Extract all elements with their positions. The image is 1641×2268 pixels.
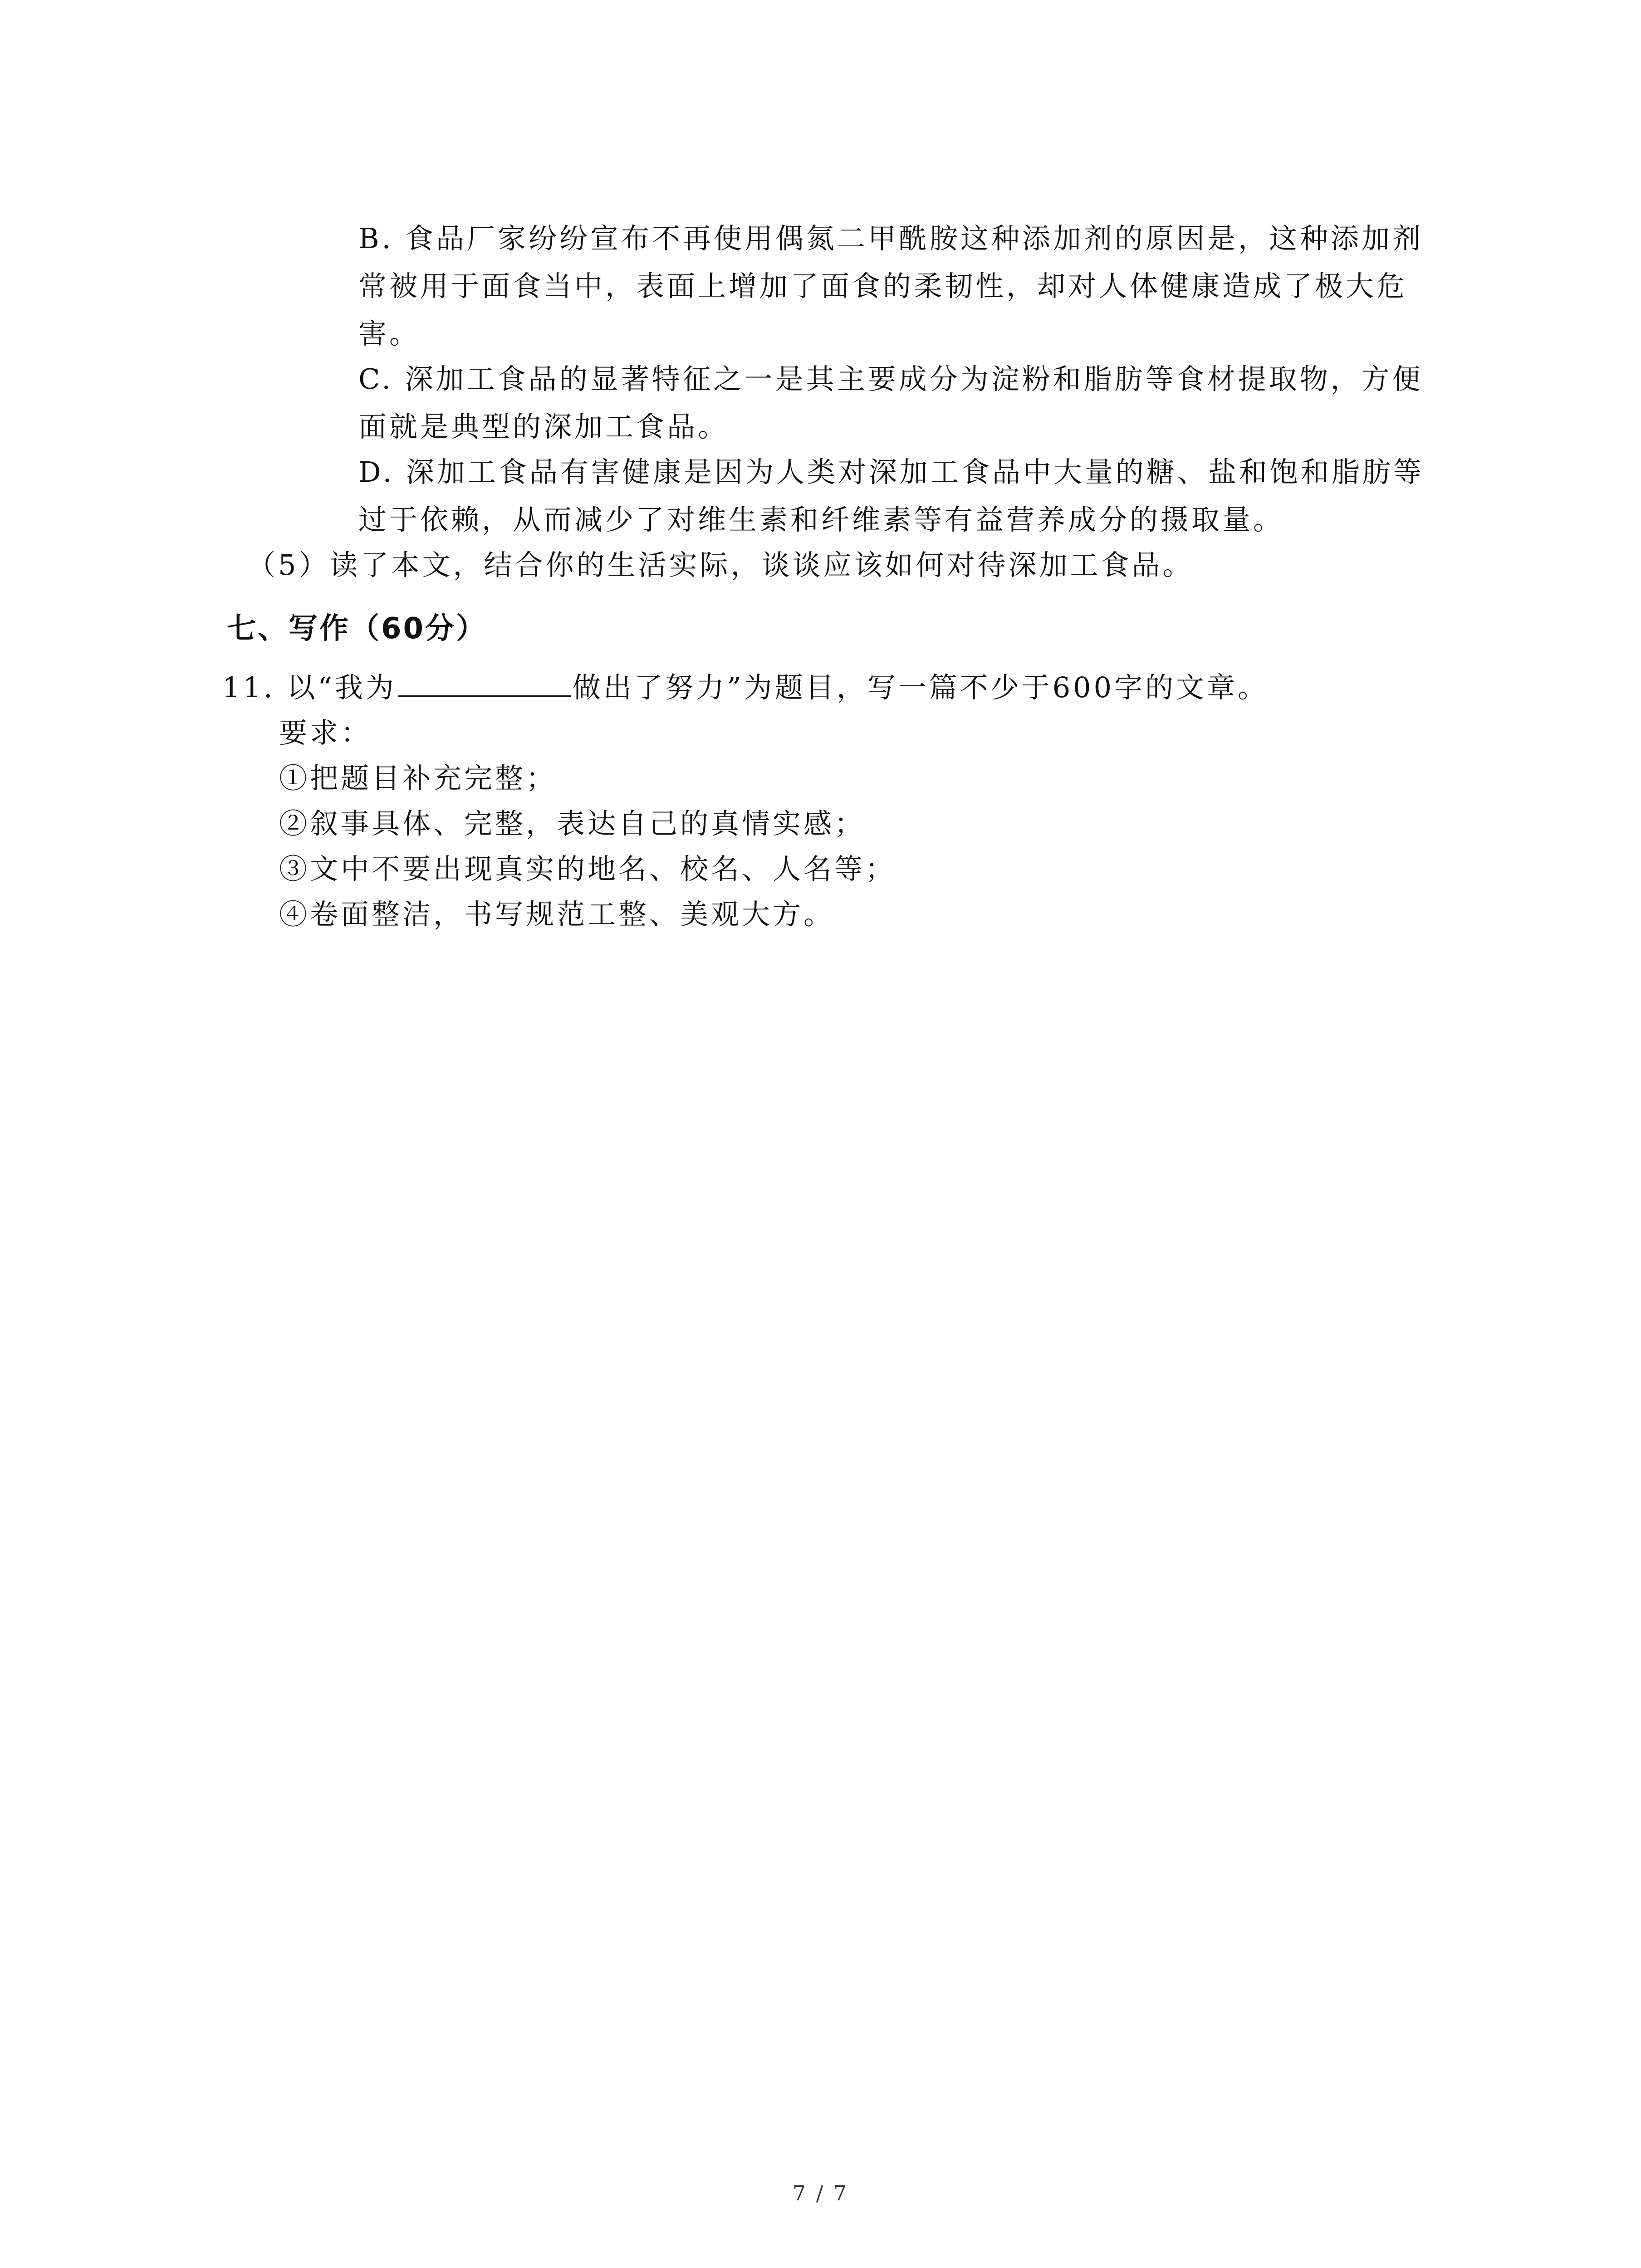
option-d-line-1: D. 深加工食品有害健康是因为人类对深加工食品中大量的糖、盐和饱和脂肪等 — [358, 455, 1424, 489]
requirement-item: ①把题目补充完整； — [279, 762, 557, 795]
question-11-prefix: 11. 以“我为 — [222, 671, 397, 704]
question-11-suffix: 做出了努力”为题目，写一篇不少于600字的文章。 — [573, 671, 1269, 704]
option-b-line-1: B. 食品厂家纷纷宣布不再使用偶氮二甲酰胺这种添加剂的原因是，这种添加剂 — [358, 222, 1423, 255]
option-c-line-1: C. 深加工食品的显著特征之一是其主要成分为淀粉和脂肪等食材提取物，方便 — [358, 362, 1423, 396]
requirement-item: ④卷面整洁，书写规范工整、美观大方。 — [279, 898, 835, 931]
question-11 — [222, 665, 1269, 710]
page-number: 7 / 7 — [792, 2181, 849, 2205]
title-blank — [398, 669, 571, 697]
option-b-line-3: 害。 — [358, 317, 421, 350]
option-d-line-2: 过于依赖，从而减少了对维生素和纤维素等有益营养成分的摄取量。 — [358, 503, 1284, 536]
requirement-item: ②叙事具体、完整，表达自己的真情实感； — [279, 807, 866, 840]
option-b-line-2: 常被用于面食当中，表面上增加了面食的柔韧性，却对人体健康造成了极大危 — [358, 269, 1408, 303]
option-c-line-2: 面就是典型的深加工食品。 — [358, 410, 729, 443]
requirement-item: ③文中不要出现真实的地名、校名、人名等； — [279, 852, 896, 885]
requirements-label: 要求： — [279, 716, 372, 749]
question-5: （5）读了本文，结合你的生活实际，谈谈应该如何对待深加工食品。 — [247, 548, 1194, 582]
section-7-heading: 七、写作（60分） — [227, 612, 487, 645]
